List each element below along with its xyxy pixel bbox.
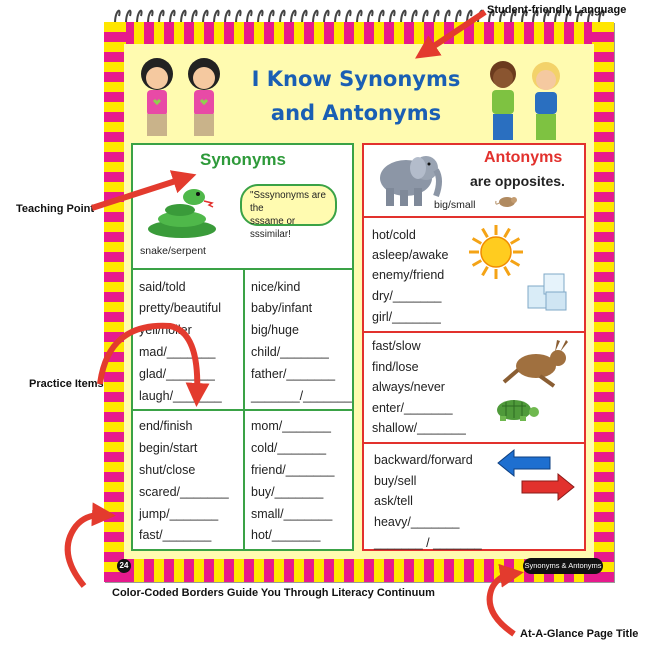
antonyms-heading: Antonyms (484, 149, 563, 166)
practice-item: cold/_______ (251, 441, 327, 455)
elephant-caption: big/small (434, 199, 476, 211)
callout-practice-items: Practice Items (29, 378, 104, 390)
practice-item: laugh/_______ (139, 389, 222, 403)
synonyms-heading: Synonyms (200, 150, 286, 169)
practice-item: backward/forward (374, 453, 473, 467)
practice-item: mom/_______ (251, 419, 331, 433)
arrow-glance (490, 574, 514, 634)
arrow-borders (68, 515, 104, 586)
bubble-line-1: "Sssynonyms are the (250, 190, 326, 214)
practice-item: always/never (372, 380, 445, 394)
practice-item: father/_______ (251, 367, 336, 381)
practice-item: _______ / _______ (374, 536, 482, 550)
practice-item: said/told (139, 280, 186, 294)
snake-caption: snake/serpent (140, 245, 206, 257)
practice-item: child/_______ (251, 345, 329, 359)
practice-item: heavy/_______ (374, 515, 460, 529)
practice-item: end/finish (139, 419, 193, 433)
footer-page-title: Synonyms & Antonyms (523, 558, 603, 574)
practice-item: big/huge (251, 323, 299, 337)
practice-item: shut/close (139, 463, 196, 477)
practice-item: hot/cold (372, 228, 416, 242)
callout-student-friendly: Student-friendly Language (487, 4, 627, 16)
practice-item: fast/_______ (139, 528, 212, 542)
practice-item: _______/_______ (251, 389, 352, 403)
practice-item: enemy/friend (372, 268, 445, 282)
practice-item: small/_______ (251, 507, 333, 521)
title-line-2: and Antonyms (270, 101, 442, 125)
practice-item: hot/_______ (251, 528, 321, 542)
practice-item: buy/_______ (251, 485, 324, 499)
practice-item: girl/_______ (372, 310, 441, 324)
title-line-1: I Know Synonyms (251, 67, 461, 91)
practice-item: pretty/beautiful (139, 301, 221, 315)
practice-item: jump/_______ (139, 507, 219, 521)
arrow-practice (100, 326, 197, 395)
practice-item: asleep/awake (372, 248, 449, 262)
practice-item: dry/_______ (372, 289, 442, 303)
practice-item: mad/_______ (139, 345, 216, 359)
arrow-teaching (92, 178, 185, 208)
practice-item: enter/_______ (372, 401, 453, 415)
practice-item: baby/infant (251, 301, 313, 315)
antonyms-subheading: are opposites. (470, 173, 565, 189)
practice-item: nice/kind (251, 280, 301, 294)
callout-borders: Color-Coded Borders Guide You Through Literacy Continuum (112, 587, 435, 599)
practice-item: shallow/_______ (372, 421, 466, 435)
callout-glance-title: At-A-Glance Page Title (520, 628, 639, 640)
arrow-student (425, 12, 485, 52)
page-number: 24 (117, 559, 131, 573)
practice-item: begin/start (139, 441, 198, 455)
practice-item: glad/_______ (139, 367, 215, 381)
practice-item: find/lose (372, 360, 419, 374)
practice-item: fast/slow (372, 339, 421, 353)
bubble-line-2: sssame or sssimilar! (250, 216, 296, 240)
practice-item: yell/holler (139, 323, 192, 337)
practice-item: friend/_______ (251, 463, 335, 477)
practice-item: scared/_______ (139, 485, 229, 499)
practice-item: buy/sell (374, 474, 417, 488)
practice-item: ask/tell (374, 494, 413, 508)
callout-teaching-point: Teaching Point (16, 203, 95, 215)
